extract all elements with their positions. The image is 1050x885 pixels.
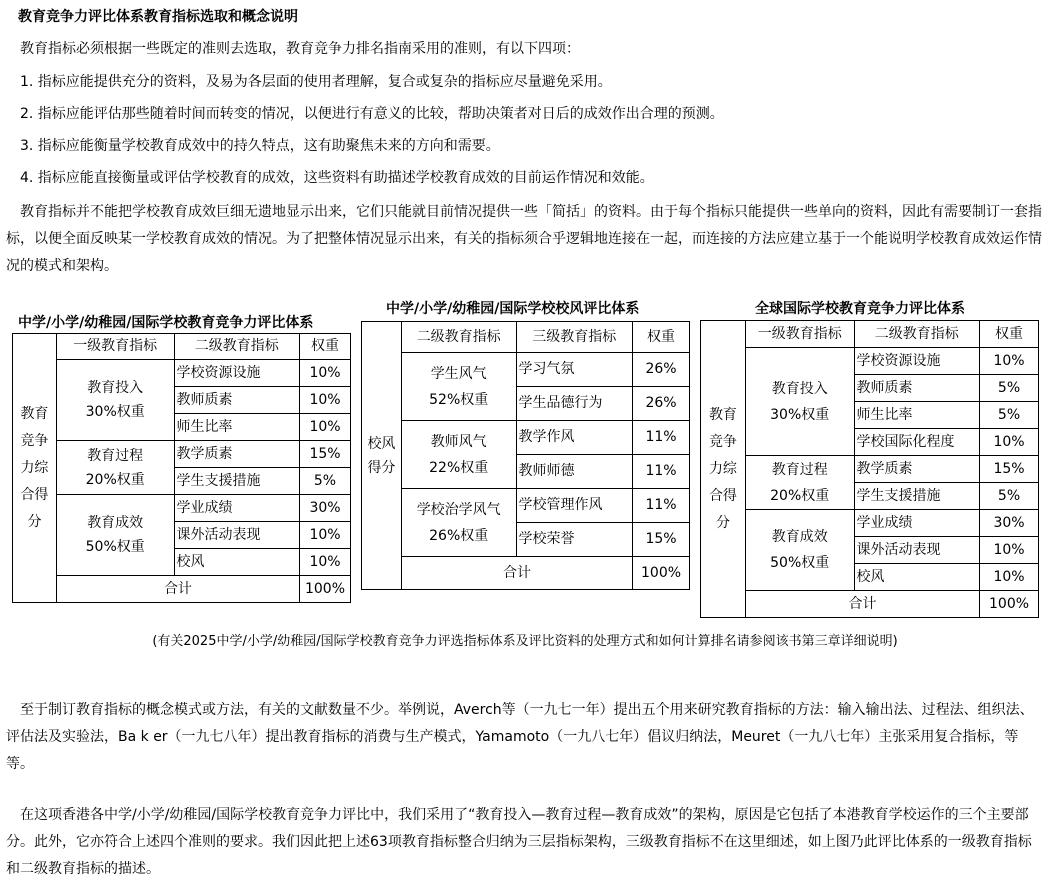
table-cell: 学习气氛	[516, 353, 633, 387]
criterion-2: 2. 指标应能评估那些随着时间而转变的情况，以便进行有意义的比较，帮助决策者对日后的成效作出合理的预测。	[20, 106, 724, 122]
criterion-3: 3. 指标应能衡量学校教育成效中的持久特点，这有助聚焦未来的方向和需要。	[20, 138, 500, 154]
table-cell: 10%	[300, 522, 351, 549]
table1-group-outcome: 教育成效 50%权重	[56, 495, 174, 576]
table-cell: 10%	[300, 549, 351, 576]
table-cell: 教学质素	[854, 456, 980, 483]
paragraph-methods: 至于制订教育指标的概念模式或方法，有关的文献数量不少。举例说，Averch等（一九七一年）提出五个用来研究教育指标的方法：输入输出法、过程法、组织法、评估法及实验法，Ba k er（一九七八年）提出教育指标的消费与生产模式，Yamamoto（一九八七年）倡议归纳法，Meuret（一九八七年）主张采用复合指标，等等。	[6, 702, 1034, 772]
table3-header-3: 权重	[980, 321, 1039, 348]
table2-side-label: 校风得分	[362, 322, 402, 590]
table-cell: 5%	[980, 375, 1039, 402]
table1-header-3: 权重	[300, 334, 351, 360]
table-cell: 30%	[300, 495, 351, 522]
paragraph-framework: 在这项香港各中学/小学/幼稚园/国际学校教育竞争力评比中，我们采用了“教育投入—教育过程—教育成效”的架构，原因是它包括了本港教育学校运作的三个主要部分。此外，它亦符合上述四个准则的要求。我们因此把上述63项教育指标整合归纳为三层指标架构，三级教育指标不在这里细述，如上图乃此评比体系的一级教育指标和二级教育指标的描述。	[6, 807, 1032, 877]
table1-group-input: 教育投入 30%权重	[56, 360, 174, 441]
table-cell: 10%	[980, 348, 1039, 375]
table1-side-label: 教育竞争力综合得分	[13, 334, 57, 603]
table2-group-teachers: 教师风气 22%权重	[401, 421, 516, 489]
criterion-1: 1. 指标应能提供充分的资料，及易为各层面的使用者理解，复合或复杂的指标应尽量避免采用。	[20, 74, 612, 90]
table3-total-label: 合计	[745, 591, 979, 618]
table2-title: 中学/小学/幼稚园/国际学校校风评比体系	[386, 301, 640, 317]
table3-title: 全球国际学校教育竞争力评比体系	[755, 301, 965, 317]
table-cell: 校风	[174, 549, 300, 576]
table1-group-process: 教育过程 20%权重	[56, 441, 174, 495]
table3-header-2: 二级教育指标	[854, 321, 980, 348]
table3-header-1: 一级教育指标	[745, 321, 854, 348]
table-cell: 10%	[980, 537, 1039, 564]
paragraph-indicators: 教育指标并不能把学校教育成效巨细无遗地显示出来，它们只能就目前情况提供一些「简括」的资料。由于每个指标只能提供一些单向的资料，因此有需要制订一套指标，以便全面反映某一学校教育成效的情况。为了把整体情况显示出来，有关的指标须合乎逻辑地连接在一起，而连接的方法应建立基于一个能说明学校教育成效运作情况的模式和架构。	[6, 204, 1042, 274]
table2-group-students: 学生风气 52%权重	[401, 353, 516, 421]
table-cell: 校风	[854, 564, 980, 591]
table3-group-process: 教育过程 20%权重	[745, 456, 854, 510]
table-cell: 5%	[980, 483, 1039, 510]
table2-group-school: 学校治学风气 26%权重	[401, 489, 516, 557]
table3-total-value: 100%	[980, 591, 1039, 618]
table-cell: 10%	[300, 414, 351, 441]
table2-total-label: 合计	[401, 557, 632, 590]
table-footnote: (有关2025中学/小学/幼稚园/国际学校教育竞争力评选指标体系及评比资料的处理方式和如何计算排名请参阅该书第三章详细说明)	[152, 634, 898, 649]
table-cell: 15%	[300, 441, 351, 468]
table-cell: 26%	[633, 387, 690, 421]
page-title: 教育竞争力评比体系教育指标选取和概念说明	[18, 9, 298, 25]
table1-total-label: 合计	[56, 576, 299, 603]
table-cell: 学校荣誉	[516, 523, 633, 557]
table-cell: 课外活动表现	[854, 537, 980, 564]
table3	[700, 320, 1039, 618]
table-cell: 学业成绩	[854, 510, 980, 537]
table-cell: 5%	[980, 402, 1039, 429]
table2-header-3: 权重	[633, 322, 690, 353]
table-cell: 学生支援措施	[174, 468, 300, 495]
table-cell: 学校国际化程度	[854, 429, 980, 456]
table1-header-2: 二级教育指标	[174, 334, 300, 360]
table-cell: 10%	[300, 360, 351, 387]
table2-total-value: 100%	[633, 557, 690, 590]
table1-total-value: 100%	[300, 576, 351, 603]
table-cell: 10%	[980, 429, 1039, 456]
table-cell: 教师质素	[174, 387, 300, 414]
table-cell: 学校资源设施	[174, 360, 300, 387]
table-cell: 教学作风	[516, 421, 633, 455]
table2-header-2: 三级教育指标	[516, 322, 633, 353]
table2	[361, 321, 690, 590]
table-cell: 学业成绩	[174, 495, 300, 522]
table-cell: 师生比率	[174, 414, 300, 441]
table-cell: 11%	[633, 489, 690, 523]
criterion-4: 4. 指标应能直接衡量或评估学校教育的成效，这些资料有助描述学校教育成效的目前运作情况和效能。	[20, 170, 654, 186]
table-cell: 学生支援措施	[854, 483, 980, 510]
table1	[12, 333, 351, 603]
table-cell: 26%	[633, 353, 690, 387]
table3-group-outcome: 教育成效 50%权重	[745, 510, 854, 591]
table-cell: 教师质素	[854, 375, 980, 402]
table-cell: 课外活动表现	[174, 522, 300, 549]
table-cell: 5%	[300, 468, 351, 495]
table-cell: 学校管理作风	[516, 489, 633, 523]
table1-header-1: 一级教育指标	[56, 334, 174, 360]
table-cell: 30%	[980, 510, 1039, 537]
table1-title: 中学/小学/幼稚园/国际学校教育竞争力评比体系	[18, 315, 314, 331]
intro-text: 教育指标必须根据一些既定的准则去选取，教育竞争力排名指南采用的准则，有以下四项：	[20, 41, 580, 57]
table-cell: 11%	[633, 421, 690, 455]
table-cell: 11%	[633, 455, 690, 489]
table-cell: 师生比率	[854, 402, 980, 429]
table-cell: 10%	[300, 387, 351, 414]
table3-side-label: 教育竞争力综合得分	[701, 321, 746, 618]
table-cell: 15%	[980, 456, 1039, 483]
table-cell: 学校资源设施	[854, 348, 980, 375]
table2-header-1: 二级教育指标	[401, 322, 516, 353]
table-cell: 教学质素	[174, 441, 300, 468]
table-cell: 教师师德	[516, 455, 633, 489]
table-cell: 10%	[980, 564, 1039, 591]
table-cell: 15%	[633, 523, 690, 557]
table3-group-input: 教育投入 30%权重	[745, 348, 854, 456]
table-cell: 学生品德行为	[516, 387, 633, 421]
